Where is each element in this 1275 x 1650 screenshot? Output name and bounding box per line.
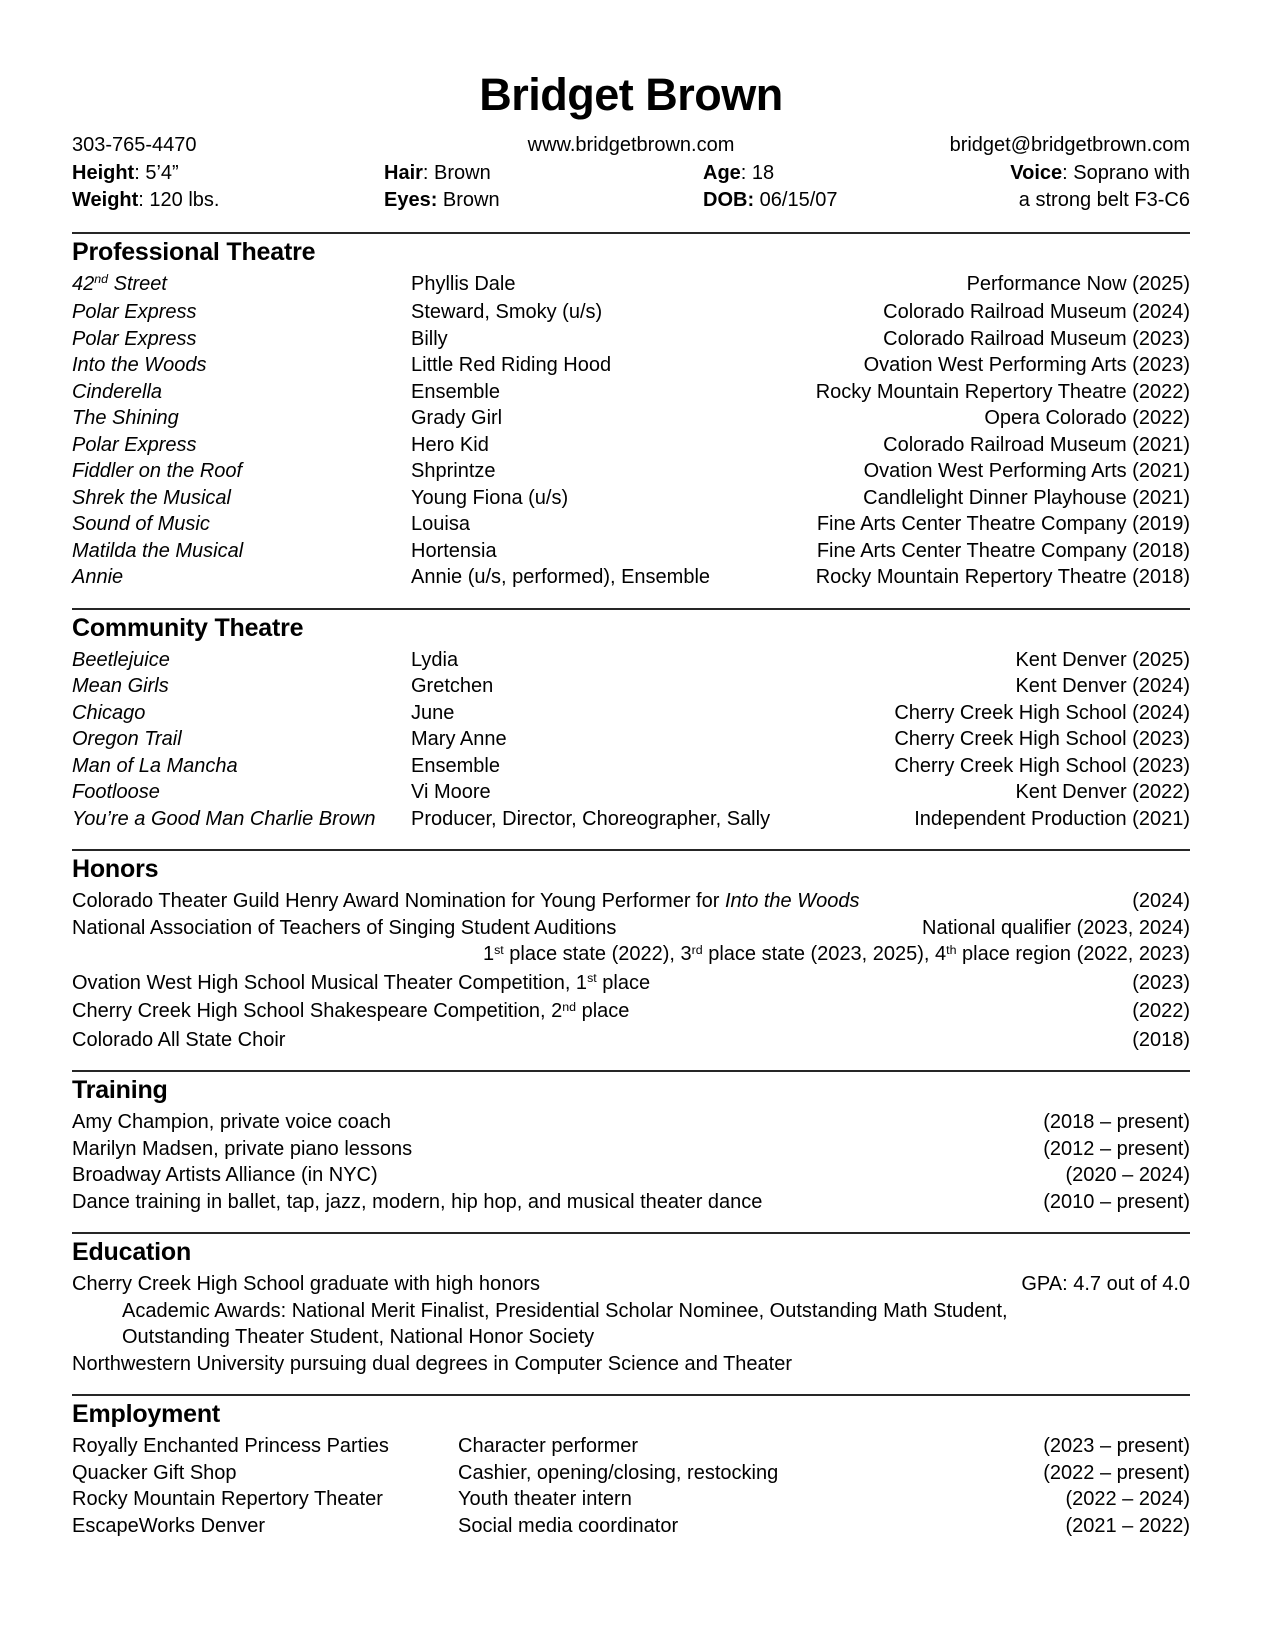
honor-year: National qualifier (2023, 2024) bbox=[922, 916, 1190, 939]
venue: Independent Production (2021) bbox=[914, 807, 1190, 830]
job-role: Social media coordinator bbox=[458, 1514, 679, 1537]
section-honors bbox=[72, 849, 1190, 1053]
education-gpa: GPA: 4.7 out of 4.0 bbox=[1021, 1273, 1190, 1295]
show-title: You’re a Good Man Charlie Brown bbox=[72, 807, 376, 830]
credit-row bbox=[72, 271, 1190, 300]
job-years: (2022 – 2024) bbox=[1065, 1488, 1190, 1510]
section-title: Community Theatre bbox=[72, 613, 304, 642]
credit-row bbox=[72, 564, 1190, 591]
weight-stat: Weight: 120 lbs. bbox=[72, 189, 220, 211]
honor-row-continuation: 1st place state (2022), 3rd place state (2023, 2025), 4th place region (2022, 2023) bbox=[482, 942, 1190, 965]
show-title: Matilda the Musical bbox=[72, 539, 244, 562]
show-title: Cinderella bbox=[72, 380, 163, 403]
role: June bbox=[411, 701, 455, 724]
venue: Colorado Railroad Museum (2023) bbox=[883, 327, 1190, 350]
show-title: Annie bbox=[72, 566, 124, 588]
job-years: (2022 – present) bbox=[1043, 1461, 1190, 1484]
venue: Rocky Mountain Repertory Theatre (2022) bbox=[815, 380, 1190, 403]
employer: Rocky Mountain Repertory Theater bbox=[72, 1488, 383, 1510]
venue: Cherry Creek High School (2023) bbox=[894, 728, 1190, 750]
employment-row bbox=[72, 1433, 1190, 1460]
training-years: (2018 – present) bbox=[1043, 1111, 1190, 1133]
section-professional-theatre bbox=[72, 232, 1190, 591]
credit-row bbox=[72, 405, 1190, 432]
training-years: (2012 – present) bbox=[1043, 1137, 1190, 1160]
role: Vi Moore bbox=[411, 781, 491, 803]
section-education bbox=[72, 1232, 1190, 1377]
employment-row bbox=[72, 1513, 1190, 1540]
credit-row bbox=[72, 326, 1190, 353]
show-title: Fiddler on the Roof bbox=[72, 460, 243, 482]
section-community-theatre bbox=[72, 608, 1190, 833]
honor-text: Colorado Theater Guild Henry Award Nomination for Young Performer for Into the Woods bbox=[72, 890, 860, 912]
venue: Colorado Railroad Museum (2024) bbox=[883, 301, 1190, 323]
employment-row bbox=[72, 1460, 1190, 1487]
role: Young Fiona (u/s) bbox=[411, 486, 569, 509]
page-title: Bridget Brown bbox=[479, 69, 783, 120]
role: Louisa bbox=[411, 513, 470, 535]
honor-row bbox=[72, 888, 1190, 915]
section-title: Professional Theatre bbox=[72, 237, 316, 266]
honor-year: (2018) bbox=[1132, 1028, 1190, 1051]
venue: Rocky Mountain Repertory Theatre (2018) bbox=[815, 566, 1190, 588]
venue: Colorado Railroad Museum (2021) bbox=[883, 433, 1190, 456]
show-title: Man of La Mancha bbox=[72, 754, 238, 777]
credit-row bbox=[72, 379, 1190, 406]
honor-text: Colorado All State Choir bbox=[72, 1028, 286, 1051]
role: Hero Kid bbox=[411, 433, 489, 456]
show-title: Beetlejuice bbox=[72, 648, 170, 671]
dob-stat: DOB: 06/15/07 bbox=[703, 189, 838, 211]
section-training bbox=[72, 1070, 1190, 1215]
role: Mary Anne bbox=[411, 728, 507, 750]
credit-row bbox=[72, 753, 1190, 780]
venue: Ovation West Performing Arts (2023) bbox=[863, 354, 1190, 376]
show-title: The Shining bbox=[72, 407, 179, 429]
show-title: Footloose bbox=[72, 781, 160, 803]
credit-row bbox=[72, 432, 1190, 459]
training-row bbox=[72, 1162, 1190, 1189]
section-title: Education bbox=[72, 1238, 192, 1266]
honor-text: Ovation West High School Musical Theater Competition, 1st place bbox=[72, 971, 651, 994]
age-stat: Age: 18 bbox=[703, 161, 775, 184]
job-years: (2023 – present) bbox=[1043, 1435, 1190, 1457]
education-row: Outstanding Theater Student, National Honor Society bbox=[122, 1326, 595, 1348]
stats-row-1 bbox=[72, 160, 1190, 188]
role: Ensemble bbox=[411, 754, 500, 777]
credit-row bbox=[72, 673, 1190, 700]
venue: Opera Colorado (2022) bbox=[984, 407, 1190, 429]
section-title: Training bbox=[72, 1076, 168, 1104]
honor-row bbox=[72, 998, 1190, 1027]
venue: Kent Denver (2025) bbox=[1015, 648, 1190, 671]
height-stat: Height: 5’4” bbox=[72, 161, 179, 184]
show-title: Polar Express bbox=[72, 433, 197, 456]
show-title: Into the Woods bbox=[72, 354, 207, 376]
training-text: Amy Champion, private voice coach bbox=[72, 1111, 392, 1133]
honor-row bbox=[72, 1027, 1190, 1054]
honor-year: (2024) bbox=[1132, 890, 1190, 912]
role: Grady Girl bbox=[411, 407, 503, 429]
employer: EscapeWorks Denver bbox=[72, 1514, 266, 1537]
credit-row bbox=[72, 726, 1190, 753]
education-row: Northwestern University pursuing dual degrees in Computer Science and Theater bbox=[72, 1352, 793, 1375]
venue: Fine Arts Center Theatre Company (2018) bbox=[816, 539, 1190, 562]
credit-row bbox=[72, 538, 1190, 565]
employment-row bbox=[72, 1486, 1190, 1513]
job-role: Youth theater intern bbox=[458, 1488, 632, 1510]
role: Ensemble bbox=[411, 380, 500, 403]
role: Hortensia bbox=[411, 539, 497, 562]
credit-row bbox=[72, 779, 1190, 806]
show-title: Polar Express bbox=[72, 327, 197, 350]
job-role: Cashier, opening/closing, restocking bbox=[458, 1461, 779, 1484]
role: Steward, Smoky (u/s) bbox=[411, 301, 603, 323]
credit-row bbox=[72, 299, 1190, 326]
venue: Kent Denver (2022) bbox=[1015, 781, 1190, 803]
honor-year: (2022) bbox=[1132, 1000, 1190, 1022]
credit-row bbox=[72, 352, 1190, 379]
role: Little Red Riding Hood bbox=[411, 354, 612, 376]
role: Shprintze bbox=[411, 460, 496, 482]
venue: Fine Arts Center Theatre Company (2019) bbox=[816, 513, 1190, 535]
venue: Candlelight Dinner Playhouse (2021) bbox=[863, 486, 1190, 509]
stats-row-2 bbox=[72, 187, 1190, 215]
contact-row bbox=[72, 132, 1190, 160]
website-url: www.bridgetbrown.com bbox=[527, 134, 735, 156]
honor-text: National Association of Teachers of Singing Student Auditions bbox=[72, 916, 617, 939]
show-title: 42nd Street bbox=[72, 272, 167, 295]
email-address: bridget@bridgetbrown.com bbox=[949, 134, 1190, 156]
voice-stat-line2: a strong belt F3-C6 bbox=[1018, 189, 1190, 211]
show-title: Chicago bbox=[72, 701, 146, 724]
employer: Royally Enchanted Princess Parties bbox=[72, 1435, 389, 1457]
training-years: (2010 – present) bbox=[1043, 1190, 1190, 1213]
training-text: Dance training in ballet, tap, jazz, modern, hip hop, and musical theater dance bbox=[72, 1190, 763, 1213]
role: Phyllis Dale bbox=[411, 272, 516, 295]
role: Producer, Director, Choreographer, Sally bbox=[411, 807, 771, 830]
training-row bbox=[72, 1136, 1190, 1163]
venue: Performance Now (2025) bbox=[966, 272, 1190, 295]
show-title: Shrek the Musical bbox=[72, 486, 231, 509]
training-years: (2020 – 2024) bbox=[1065, 1164, 1190, 1186]
education-text: Cherry Creek High School graduate with high honors bbox=[72, 1273, 541, 1295]
credit-row bbox=[72, 511, 1190, 538]
show-title: Sound of Music bbox=[72, 513, 210, 535]
credit-row bbox=[72, 647, 1190, 674]
venue: Cherry Creek High School (2023) bbox=[894, 754, 1190, 777]
education-row: Academic Awards: National Merit Finalist, Presidential Scholar Nominee, Outstanding Math Student, bbox=[122, 1299, 1008, 1322]
hair-stat: Hair: Brown bbox=[384, 161, 491, 184]
job-role: Character performer bbox=[458, 1435, 639, 1457]
section-title: Honors bbox=[72, 855, 159, 883]
credit-row bbox=[72, 700, 1190, 727]
honor-row bbox=[72, 915, 1190, 942]
credit-row bbox=[72, 485, 1190, 512]
show-title: Oregon Trail bbox=[72, 728, 182, 750]
role: Annie (u/s, performed), Ensemble bbox=[411, 566, 711, 588]
job-years: (2021 – 2022) bbox=[1065, 1514, 1190, 1537]
venue: Ovation West Performing Arts (2021) bbox=[863, 460, 1190, 482]
show-title: Mean Girls bbox=[72, 675, 169, 697]
voice-stat: Voice: Soprano with bbox=[1010, 161, 1190, 184]
role: Gretchen bbox=[411, 675, 494, 697]
section-title: Employment bbox=[72, 1400, 221, 1428]
section-employment bbox=[72, 1394, 1190, 1539]
venue: Cherry Creek High School (2024) bbox=[894, 701, 1190, 724]
training-row bbox=[72, 1109, 1190, 1136]
honor-row bbox=[72, 970, 1190, 999]
employer: Quacker Gift Shop bbox=[72, 1461, 237, 1484]
honor-year: (2023) bbox=[1132, 971, 1190, 994]
phone-number: 303-765-4470 bbox=[72, 134, 197, 156]
credit-row bbox=[72, 458, 1190, 485]
eyes-stat: Eyes: Brown bbox=[384, 189, 500, 211]
show-title: Polar Express bbox=[72, 301, 197, 323]
venue: Kent Denver (2024) bbox=[1015, 675, 1190, 697]
training-row bbox=[72, 1189, 1190, 1216]
role: Lydia bbox=[411, 648, 459, 671]
honor-text: Cherry Creek High School Shakespeare Competition, 2nd place bbox=[72, 999, 630, 1022]
role: Billy bbox=[411, 327, 448, 350]
training-text: Broadway Artists Alliance (in NYC) bbox=[72, 1164, 378, 1186]
credit-row bbox=[72, 806, 1190, 833]
training-text: Marilyn Madsen, private piano lessons bbox=[72, 1137, 413, 1160]
education-row bbox=[72, 1271, 1190, 1298]
